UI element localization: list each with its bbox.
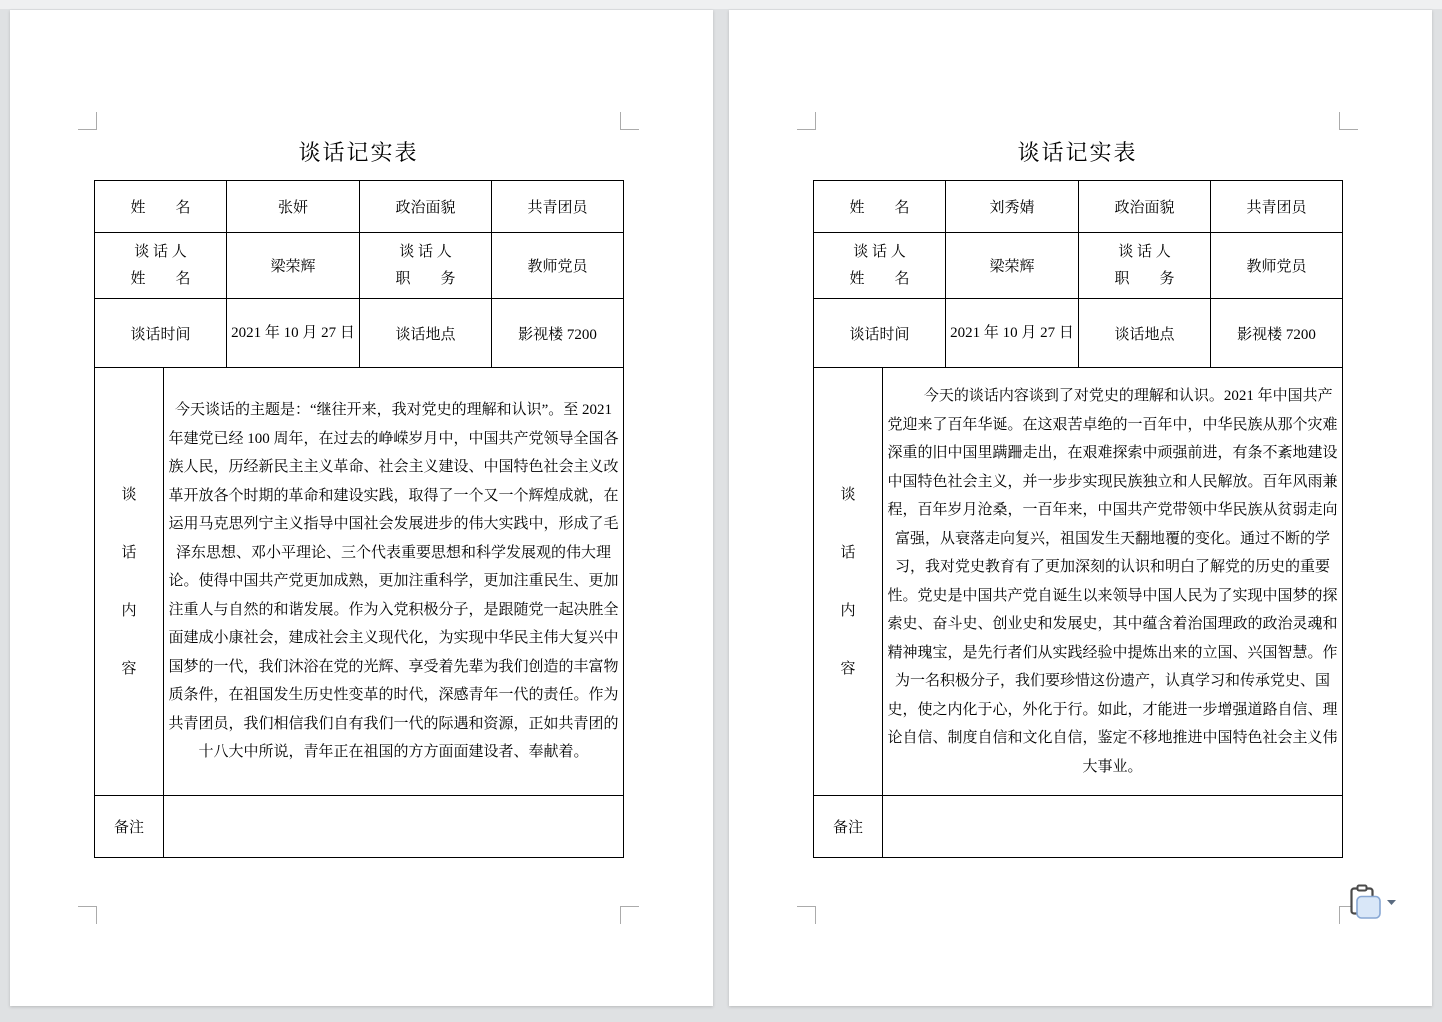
table-row [95, 299, 624, 368]
crop-mark-bottom-left-icon [78, 906, 97, 924]
content-label-char: 话 [121, 544, 137, 561]
remark-value-cell[interactable] [164, 796, 624, 858]
name-value-cell[interactable]: 刘秀婧 [946, 181, 1079, 233]
table-row [814, 368, 1343, 796]
clipboard-paste-icon [1340, 884, 1400, 924]
chevron-down-icon [1387, 900, 1396, 905]
table-row [814, 299, 1343, 368]
table-row [814, 233, 1343, 299]
interviewer-duty-label-line1: 谈 话 人 [1118, 243, 1171, 260]
talk-time-label-cell[interactable]: 谈话时间 [814, 299, 946, 368]
content-label-vertical [818, 487, 878, 677]
interviewer-name-label-line2: 姓 名 [849, 270, 910, 287]
talk-place-label-cell[interactable]: 谈话地点 [1079, 299, 1211, 368]
interviewer-duty-label-cell[interactable] [360, 233, 492, 299]
page-title[interactable]: 谈话记实表 [1017, 140, 1138, 165]
interviewer-name-label-line2: 姓 名 [130, 270, 191, 287]
talk-time-value-cell[interactable]: 2021 年 10 月 27 日 [946, 299, 1079, 368]
political-value-cell[interactable]: 共青团员 [492, 181, 624, 233]
table-row [814, 796, 1343, 858]
content-label-cell[interactable] [95, 368, 164, 796]
interviewer-duty-value-cell[interactable]: 教师党员 [492, 233, 624, 299]
political-label-cell[interactable]: 政治面貌 [1079, 181, 1211, 233]
crop-mark-top-left-icon [78, 112, 97, 130]
remark-label-cell[interactable]: 备注 [814, 796, 883, 858]
content-label-vertical [99, 487, 159, 677]
talk-place-value-cell[interactable]: 影视楼 7200 [492, 299, 624, 368]
talk-place-label-cell[interactable]: 谈话地点 [360, 299, 492, 368]
crop-mark-top-right-icon [620, 112, 639, 130]
interviewer-duty-value-cell[interactable]: 教师党员 [1211, 233, 1343, 299]
crop-mark-top-right-icon [1339, 112, 1358, 130]
political-label-cell[interactable]: 政治面貌 [360, 181, 492, 233]
content-paragraph: 今天谈话的主题是：“继往开来，我对党史的理解和认识”。至 2021 年建党已经 100 周年，在过去的峥嵘岁月中，中国共产党领导全国各族人民，历经新民主主义革命、社会主义建设、中国特色社会主义改革开放各个时期的革命和建设实践，取得了一个又一个辉煌成就，在运用马克思列宁主义指导中国社会发展进步的伟大实践中，形成了毛泽东思想、邓小平理论、三个代表重要思想和科学发展观的伟大理论。使得中国共产党更加成熟，更加注重科学，更加注重民生、更加注重人与自然的和谐发展。作为入党积极分子，是跟随党一起决胜全面建成小康社会，建成社会主义现代化，为实现中华民主伟大复兴中国梦的一代，我们沐浴在党的光辉、享受着先辈为我们创造的丰富物质条件，在祖国发生历史性变革的时代，深感青年一代的责任。作为共青团员，我们相信我们自有我们一代的际遇和资源，正如共青团的十八大中所说，青年正在祖国的方方面面建设者、奉献着。 [168, 402, 619, 761]
content-label-char: 谈 [840, 486, 856, 503]
table-row [95, 233, 624, 299]
record-form-table [813, 180, 1343, 858]
content-label-char: 容 [121, 660, 137, 677]
interviewer-name-label-line1: 谈 话 人 [853, 243, 906, 260]
interviewer-name-value-cell[interactable]: 梁荣辉 [227, 233, 360, 299]
interviewer-duty-label-line2: 职 务 [1114, 270, 1175, 287]
document-body [813, 140, 1342, 858]
talk-time-label-cell[interactable]: 谈话时间 [95, 299, 227, 368]
document-page-2 [729, 10, 1432, 1006]
table-row [95, 796, 624, 858]
political-value-cell[interactable]: 共青团员 [1211, 181, 1343, 233]
interviewer-name-value-cell[interactable]: 梁荣辉 [946, 233, 1079, 299]
document-page-1 [10, 10, 713, 1006]
canvas-top-strip [0, 0, 1442, 9]
content-text-cell[interactable] [883, 368, 1343, 796]
interviewer-name-label-line1: 谈 话 人 [134, 243, 187, 260]
name-label-cell[interactable]: 姓 名 [814, 181, 946, 233]
paste-options-button[interactable] [1340, 884, 1400, 924]
document-body [94, 140, 623, 858]
talk-place-value-cell[interactable]: 影视楼 7200 [1211, 299, 1343, 368]
crop-mark-bottom-right-icon [620, 906, 639, 924]
name-label-cell[interactable]: 姓 名 [95, 181, 227, 233]
crop-mark-top-left-icon [797, 112, 816, 130]
interviewer-name-label-cell[interactable] [95, 233, 227, 299]
table-row [95, 181, 624, 233]
interviewer-duty-label-cell[interactable] [1079, 233, 1211, 299]
remark-label-cell[interactable]: 备注 [95, 796, 164, 858]
content-label-char: 内 [121, 602, 137, 619]
crop-mark-bottom-left-icon [797, 906, 816, 924]
interviewer-duty-label-line2: 职 务 [395, 270, 456, 287]
content-label-char: 内 [840, 602, 856, 619]
name-value-cell[interactable]: 张妍 [227, 181, 360, 233]
content-text-cell[interactable] [164, 368, 624, 796]
content-paragraph: 今天的谈话内容谈到了对党史的理解和认识。2021 年中国共产党迎来了百年华诞。在这艰苦卓绝的一百年中，中华民族从那个灾难深重的旧中国里蹒跚走出，在艰难探索中顽强前进，有条不紊地建设中国特色社会主义，并一步步实现民族独立和人民解放。百年风雨兼程，百年岁月沧桑，一百年来，中国共产党带领中华民族从贫弱走向富强，从衰落走向复兴，祖国发生天翻地覆的变化。通过不断的学习，我对党史教育有了更加深刻的认识和明白了解党的历史的重要性。党史是中国共产党自诞生以来领导中国人民为了实现中国梦的探索史、奋斗史、创业史和发展史，其中蕴含着治国理政的政治灵魂和精神瑰宝，是先行者们从实践经验中提炼出来的立国、兴国智慧。作为一名积极分子，我们要珍惜这份遗产，认真学习和传承党史、国史，使之内化于心，外化于行。如此，才能进一步增强道路自信、理论自信、制度自信和文化自信，鉴定不移地推进中国特色社会主义伟大事业。 [887, 388, 1338, 775]
content-label-char: 谈 [121, 486, 137, 503]
interviewer-duty-label-line1: 谈 话 人 [399, 243, 452, 260]
record-form-table [94, 180, 624, 858]
talk-time-value-cell[interactable]: 2021 年 10 月 27 日 [227, 299, 360, 368]
content-label-cell[interactable] [814, 368, 883, 796]
content-label-char: 容 [840, 660, 856, 677]
page-title[interactable]: 谈话记实表 [298, 140, 419, 165]
content-label-char: 话 [840, 544, 856, 561]
table-row [95, 368, 624, 796]
remark-value-cell[interactable] [883, 796, 1343, 858]
interviewer-name-label-cell[interactable] [814, 233, 946, 299]
table-row [814, 181, 1343, 233]
